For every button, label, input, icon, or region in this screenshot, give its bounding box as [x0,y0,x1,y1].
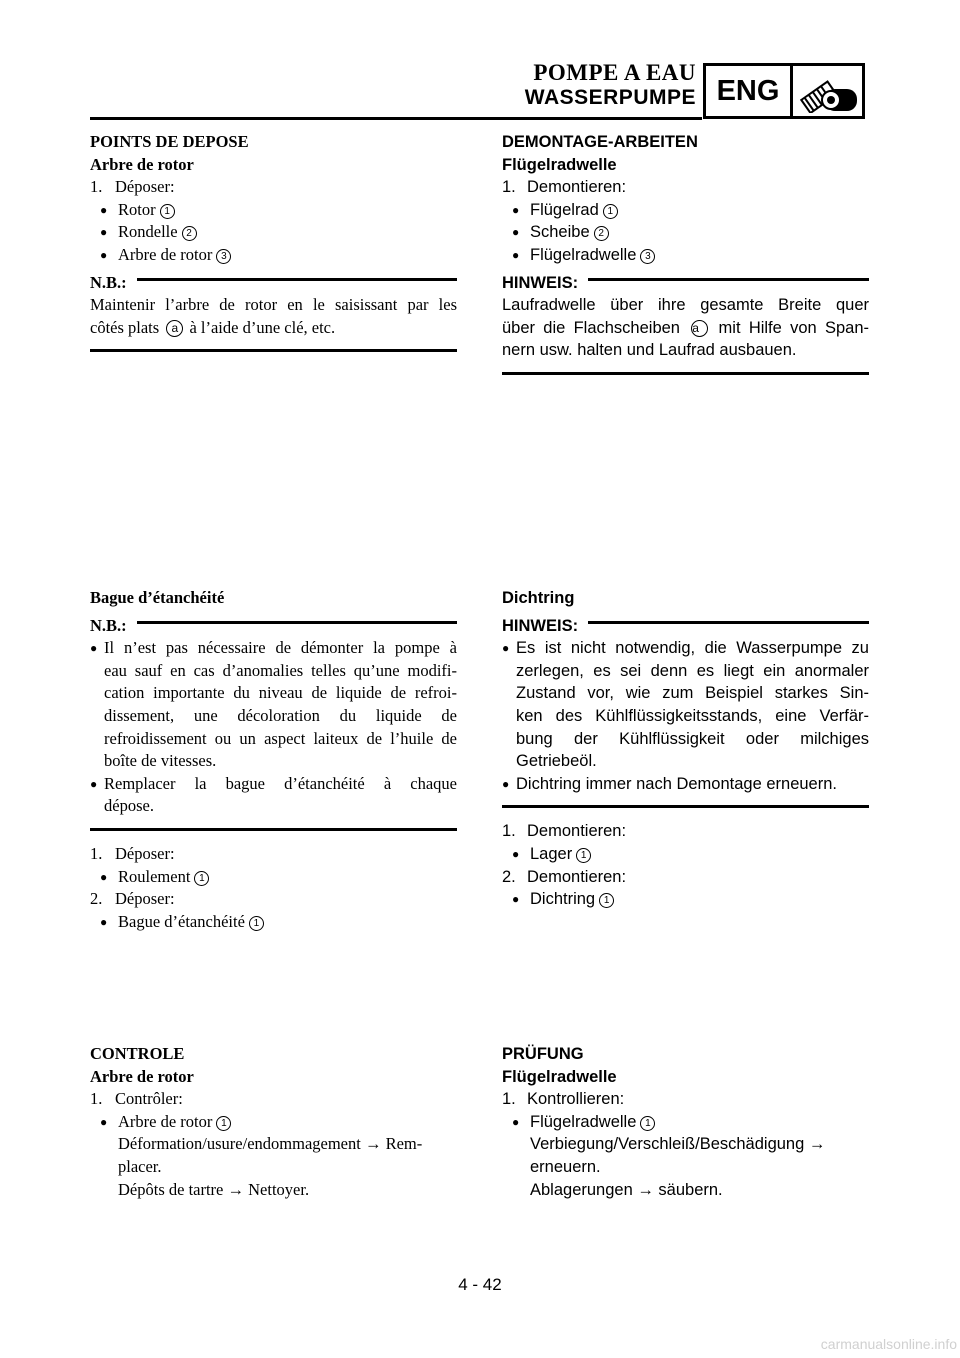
callout-number: 1 [603,204,618,219]
callout-number: 3 [640,249,655,264]
step-number: 1. [90,177,103,197]
section-badge [703,63,865,119]
list-item: ● Flügelradwelle 3 [502,244,869,267]
item-text: Lager [530,844,573,863]
list-item: ● Rotor 1 [90,199,457,222]
item-text: Flügelrad [530,200,599,219]
step-text: Demontieren: [527,822,627,841]
step-text: Demontieren: [527,867,627,886]
item-text: Arbre de rotor [118,244,213,264]
note-label: HINWEIS: [502,273,579,292]
note-line: boîte de vitesses. [104,751,217,771]
callout-number: 1 [576,848,591,863]
step-number: 1. [502,1090,516,1109]
fr-section-seal [90,587,457,933]
list-item: ● Arbre de rotor 1 [90,1111,457,1134]
list-item: ● Flügelradwelle 1 [502,1111,869,1134]
callout-number: 1 [216,1116,231,1131]
step-text: Contrôler: [115,1089,183,1109]
item-text: Rondelle [118,222,178,242]
note-text: über die Flachscheiben [502,318,680,337]
item-text: Rotor [118,199,156,219]
callout-number: 3 [216,249,231,264]
detail-line: placer. [118,1156,162,1176]
list-item: ● Flügelrad 1 [502,199,869,222]
step-text: Demontieren: [527,178,627,197]
de-heading-pruefung: PRÜFUNG [502,1045,584,1063]
step-number: 1. [502,178,516,197]
de-step-1 [502,176,869,199]
note-line: Getriebeöl. [516,752,597,771]
callout-number: 1 [599,893,614,908]
step-number: 1. [90,843,103,863]
note-line: Dichtring immer nach Demontage erneuern. [516,774,837,793]
note-line: Laufradwelle über ihre gesamte Breite quer [502,296,869,315]
callout-number: 1 [640,1116,655,1131]
de-section-demontage [502,131,869,375]
header-title-fr: POMPE A EAU [533,60,696,85]
fr-step-1 [90,176,457,199]
item-text: Bague d’étanchéité [118,911,245,931]
note-line: dissement, une décoloration du liquide de [104,705,457,725]
note-bullet: ● Remplacer la bague d’étanchéité à chaque dépose. [90,773,457,818]
step-text: Déposer: [115,889,175,909]
detail-line: Verbiegung/Verschleiß/Beschädigung → [530,1135,826,1154]
step-number: 1. [90,1089,103,1109]
footer-watermark: carmanualsonline.info [820,1336,957,1352]
de-heading-demontage: DEMONTAGE-ARBEITEN [502,133,698,151]
step-text: Déposer: [115,177,175,197]
note-line: cation importante du niveau de liquide de refroi- [104,683,457,703]
fr-step-1 [90,843,457,866]
callout-letter: a [691,320,708,337]
list-item: ● Dichtring 1 [502,888,869,911]
list-item: ● Roulement 1 [90,866,457,889]
note-line: refroidissement ou un aspect laiteux de l’huile de [104,728,457,748]
callout-number: 2 [182,226,197,241]
note-line [502,317,869,340]
de-subheading-shaft: Flügelradwelle [502,155,617,174]
item-text: Dichtring [530,890,596,909]
fr-step-1 [90,1088,457,1111]
callout-number: 1 [160,204,175,219]
badge-label: ENG [706,66,793,116]
note-bullet: ● Es ist nicht notwendig, die Wasserpumpe zu zerlegen, es sei denn es liegt ein anormaler Zustand vor, wie zum Beispiel starkes Sin- ken des Kühlflüssigkeitsstands, eine Verfär- bung der Kühlflüssigkeit oder milchiges Getriebeöl. [502,637,869,773]
fr-subheading-rotor-shaft: Arbre de rotor [90,154,194,174]
de-section-pruefung [502,1043,869,1201]
detail-line: erneuern. [530,1157,601,1176]
note-line: nern usw. halten und Laufrad ausbauen. [502,341,797,360]
note-label: N.B.: [90,615,127,635]
item-text: Flügelradwelle [530,245,637,264]
fr-section-depose [90,131,457,352]
note-header [90,615,457,638]
de-heading-seal: Dichtring [502,589,575,607]
de-step-1 [502,1088,869,1111]
item-text: Arbre de rotor [118,1111,213,1131]
header-title-de: WASSERPUMPE [524,86,696,109]
note-line: Es ist nicht notwendig, die Wasserpumpe zu [516,639,869,658]
note-line: zerlegen, es sei denn es liegt ein anormaler [516,661,869,680]
note-label: HINWEIS: [502,616,579,635]
note-header [90,272,457,295]
list-item: ● Arbre de rotor 3 [90,244,457,267]
note-line: bung der Kühlflüssigkeit oder milchiges [516,729,869,748]
fr-heading-depose: POINTS DE DEPOSE [90,132,249,151]
de-section-seal [502,587,869,911]
note-text: côtés plats [90,317,160,337]
detail-line: Dépôts de tartre → Nettoyer. [118,1179,310,1199]
list-item: ● Bague d’étanchéité 1 [90,911,457,934]
step-text: Déposer: [115,843,175,863]
note-text: mit Hilfe von Span- [718,318,869,337]
note-end-rule [90,349,457,352]
callout-number: 1 [194,871,209,886]
note-line: Il n’est pas nécessaire de démonter la pompe à [104,638,457,658]
fr-section-controle [90,1043,457,1201]
note-line [90,317,457,340]
callout-number: 1 [249,916,264,931]
step-number: 2. [502,867,516,886]
de-step-1 [502,820,869,843]
step-number: 1. [502,822,516,841]
fr-subheading-rotor-shaft: Arbre de rotor [90,1066,194,1086]
note-header [502,615,869,638]
note-line: Remplacer la bague d’étanchéité à chaque [104,773,457,793]
item-text: Flügelradwelle [530,1112,637,1131]
note-line: Maintenir l’arbre de rotor en le saisissant par les [90,295,457,315]
de-step-2 [502,866,869,889]
note-bullet: ● Dichtring immer nach Demontage erneuern. [502,773,869,796]
page-number: 4 - 42 [458,1275,502,1294]
step-text: Kontrollieren: [527,1090,625,1109]
note-end-rule [502,372,869,375]
note-bullet: ● Il n’est pas nécessaire de démonter la pompe à eau sauf en cas d’anomalies telles qu’une modifi- cation importante du niveau de liquide de refroi- dissement, une décoloration du liquide de refroidissement ou un aspect laiteux de l’huile de boîte de vitesses. [90,637,457,773]
list-item: ● Lager 1 [502,843,869,866]
list-item: ● Scheibe 2 [502,221,869,244]
fr-heading-seal: Bague d’étanchéité [90,588,225,607]
callout-letter: a [166,320,183,337]
note-line: Zustand vor, wie zum Beispiel starkes Sin- [516,684,869,703]
detail-line: Déformation/usure/endommagement → Rem- [118,1134,423,1154]
note-label: N.B.: [90,272,127,292]
callout-number: 2 [594,226,609,241]
item-text: Roulement [118,866,191,886]
list-item: ● Rondelle 2 [90,221,457,244]
fr-step-2 [90,888,457,911]
item-text: Scheibe [530,223,590,242]
detail-line: Ablagerungen → säubern. [530,1180,723,1199]
header-rule [90,117,702,120]
fr-heading-controle: CONTROLE [90,1044,185,1063]
note-line: dépose. [104,796,154,816]
step-number: 2. [90,889,103,909]
engine-icon [793,66,862,116]
de-subheading-shaft: Flügelradwelle [502,1067,617,1086]
note-header [502,272,869,295]
note-text: à l’aide d’une clé, etc. [189,317,336,337]
note-line: eau sauf en cas d’anomalies telles qu’une modifi- [104,660,457,680]
note-line: ken des Kühlflüssigkeitsstands, eine Verfär- [516,706,869,725]
